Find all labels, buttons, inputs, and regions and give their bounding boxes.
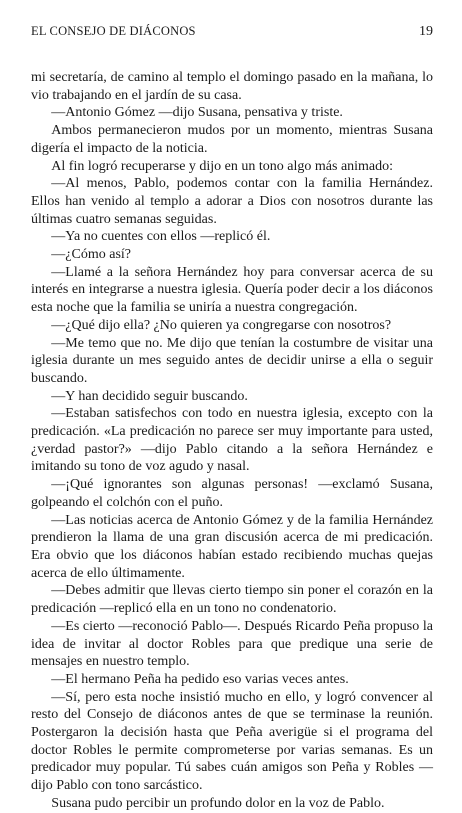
paragraph: —Al menos, Pablo, podemos contar con la familia Hernández. Ellos han venido al templo a adorar a Dios con nosotros durante las últimas cuatro semanas seguidas. (31, 176, 433, 227)
chapter-title: EL CONSEJO DE DIÁCONOS (31, 24, 196, 38)
paragraph: —Me temo que no. Me dijo que tenían la costumbre de visitar una iglesia durante un mes seguido antes de decidir unirse a ella o seguir buscando. (31, 335, 433, 386)
body-text (31, 69, 433, 813)
paragraph: —¿Cómo así? (51, 247, 132, 263)
page-number: 19 (419, 24, 433, 39)
paragraph: —Debes admitir que llevas cierto tiempo sin poner el corazón en la predicación —replicó ella en un tono no condenatorio. (31, 583, 433, 617)
paragraph: —Antonio Gómez —dijo Susana, pensativa y triste. (51, 105, 343, 121)
paragraph: —Las noticias acerca de Antonio Gómez y de la familia Hernández prendieron la llama de una gran discusión acerca de mi predicación. Era obvio que los diáconos habían estado recibiendo muchas quejas acerca de ello últimamente. (31, 512, 433, 581)
paragraph: Susana pudo percibir un profundo dolor en la voz de Pablo. (51, 795, 385, 811)
paragraph: —Y han decidido seguir buscando. (51, 388, 248, 404)
paragraph: —El hermano Peña ha pedido eso varias veces antes. (51, 671, 349, 687)
paragraph: —¡Qué ignorantes son algunas personas! —exclamó Susana, golpeando el colchón con el puño. (31, 477, 433, 510)
paragraph: —¿Qué dijo ella? ¿No quieren ya congregarse con nosotros? (51, 317, 392, 333)
paragraph: Ambos permanecieron mudos por un momento, mientras Susana digería el impacto de la noticia. (31, 123, 433, 156)
running-head (31, 24, 433, 46)
paragraph: Al fin logró recuperarse y dijo en un tono algo más animado: (51, 158, 394, 174)
paragraph: —Sí, pero esta noche insistió mucho en ello, y logró convencer al resto del Consejo de diáconos antes de que se terminase la reunión. Postergaron la decisión hasta que Peña averigüe si el programa del doctor Robles le permite comprometerse por varias semanas. Es un predicador muy popular. Tú sabes cuán amigos son Peña y Robles —dijo Pablo con tono sarcástico. (31, 689, 433, 794)
paragraph: —Ya no cuentes con ellos —replicó él. (51, 229, 271, 245)
paragraph: —Estaban satisfechos con todo en nuestra iglesia, excepto con la predicación. «La predicación no parece ser muy importante para usted, ¿verdad pastor?» —dijo Pablo citando a la señora Hernández e imitando su tono de voz agudo y nasal. (31, 406, 433, 475)
paragraph: —Llamé a la señora Hernández hoy para conversar acerca de su interés en integrarse a nuestra iglesia. Quería poder decir a los diáconos esta noche que la familia se uniría a nuestra congregación. (31, 264, 433, 316)
paragraph: mi secretaría, de camino al templo el domingo pasado en la mañana, lo vio trabajando en el jardín de su casa. (31, 70, 433, 103)
paragraph: —Es cierto —reconoció Pablo—. Después Ricardo Peña propuso la idea de invitar al doctor Robles para que predique una serie de mensajes en nuestro templo. (31, 618, 433, 670)
